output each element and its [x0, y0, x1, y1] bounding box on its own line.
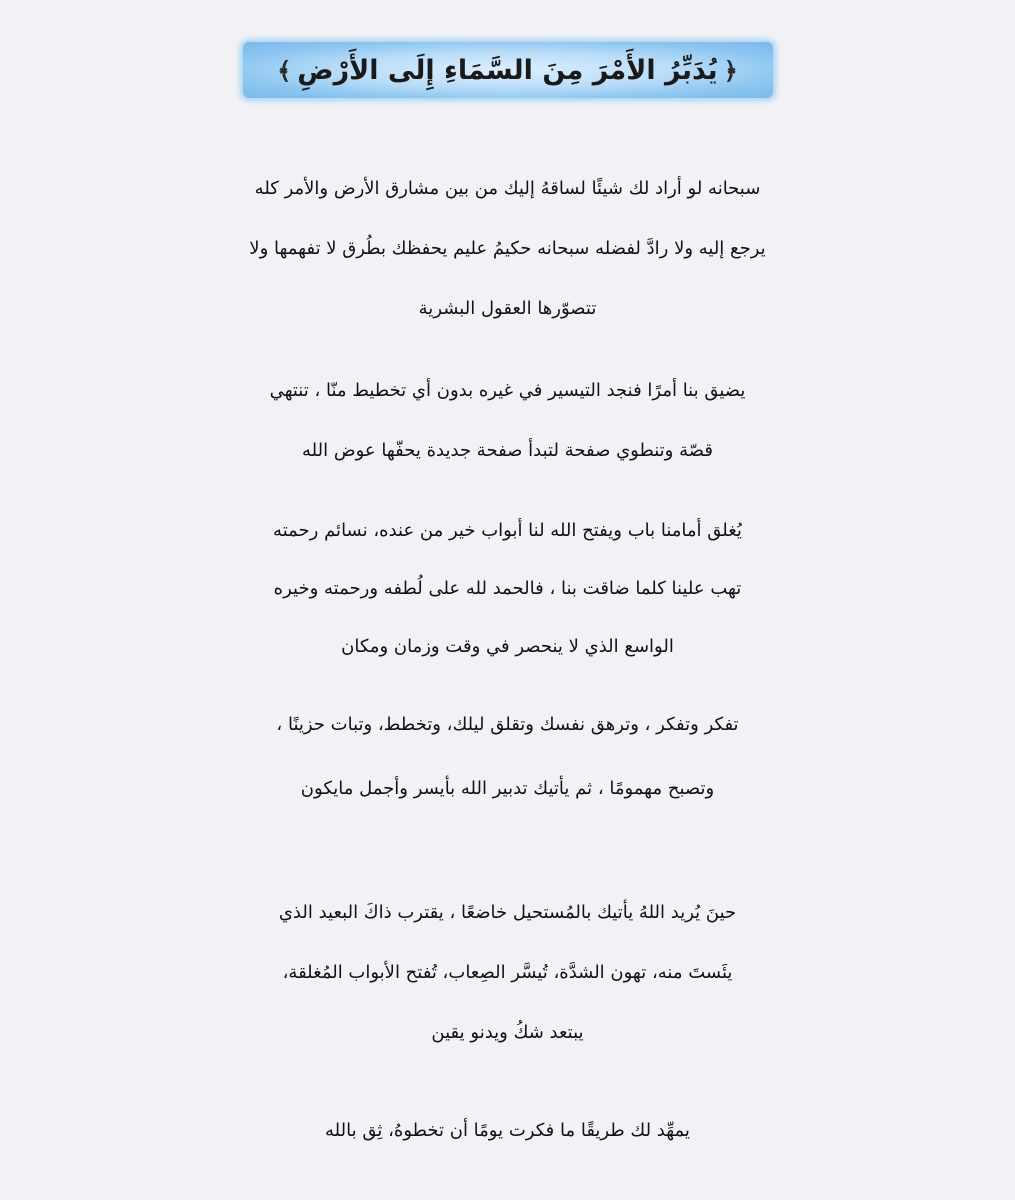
- paragraph-5: [14, 902, 1001, 1082]
- paragraph-1: [14, 178, 1001, 358]
- title-verse: [271, 55, 744, 86]
- paragraph-line: قصّة وتنطوي صفحة لتبدأ صفحة جديدة يحفّها عوض الله: [302, 440, 713, 461]
- title-banner: [0, 42, 1015, 98]
- paragraph-2: [14, 380, 1001, 500]
- paragraph-line: يُغلق أمامنا باب ويفتح الله لنا أبواب خير من عنده، نسائم رحمته: [273, 520, 742, 541]
- paragraph-3: [14, 520, 1001, 694]
- paragraph-line: يئَستَ منه، تهون الشدَّة، تُيسَّر الصِعاب، تُفتح الأبواب المُغلقة،: [282, 962, 733, 983]
- paragraph-line: يرجع إليه ولا رادَّ لفضله سبحانه حكيمُ عليم يحفظك بطُرق لا تفهمها ولا: [249, 238, 766, 259]
- paragraph-line: يمهِّد لك طريقًا ما فكرت يومًا أن تخطوهُ، ثِق بالله: [325, 1120, 690, 1141]
- paragraph-line: وتصبح مهمومًا ، ثم يأتيك تدبير الله بأيسر وأجمل مايكون: [300, 778, 715, 799]
- paragraph-6: [14, 1120, 1001, 1141]
- paragraph-line: سبحانه لو أراد لك شيئًا لساقهُ إليك من بين مشارق الأرض والأمر كله: [254, 178, 761, 199]
- title-box: [243, 42, 773, 98]
- paragraph-line: تهب علينا كلما ضاقت بنا ، فالحمد لله على لُطفه ورحمته وخيره: [273, 578, 742, 599]
- title-verse-text: يُدَبِّرُ الأَمْرَ مِنَ السَّمَاءِ إِلَى الأَرْضِ: [297, 54, 718, 86]
- paragraph-line: الواسع الذي لا ينحصر في وقت وزمان ومكان: [341, 636, 674, 657]
- title-open-bracket: ﴿: [723, 56, 738, 85]
- paragraph-line: يضيق بنا أمرًا فنجد التيسير في غيره بدون أي تخطيط منّا ، تنتهي: [269, 380, 746, 401]
- paragraph-4: [14, 714, 1001, 842]
- paragraph-line: حينَ يُريد اللهُ يأتيك بالمُستحيل خاضعًا ، يقترب ذاكَ البعيد الذي: [278, 902, 737, 923]
- title-close-bracket: ﴾: [277, 56, 292, 85]
- paragraph-line: تتصوّرها العقول البشرية: [418, 298, 597, 319]
- paragraph-line: يبتعد شكُ ويدنو يقين: [431, 1022, 584, 1043]
- paragraph-line: تفكر وتفكر ، وترهق نفسك وتقلق ليلك، وتخطط، وتبات حزينًا ،: [276, 714, 739, 735]
